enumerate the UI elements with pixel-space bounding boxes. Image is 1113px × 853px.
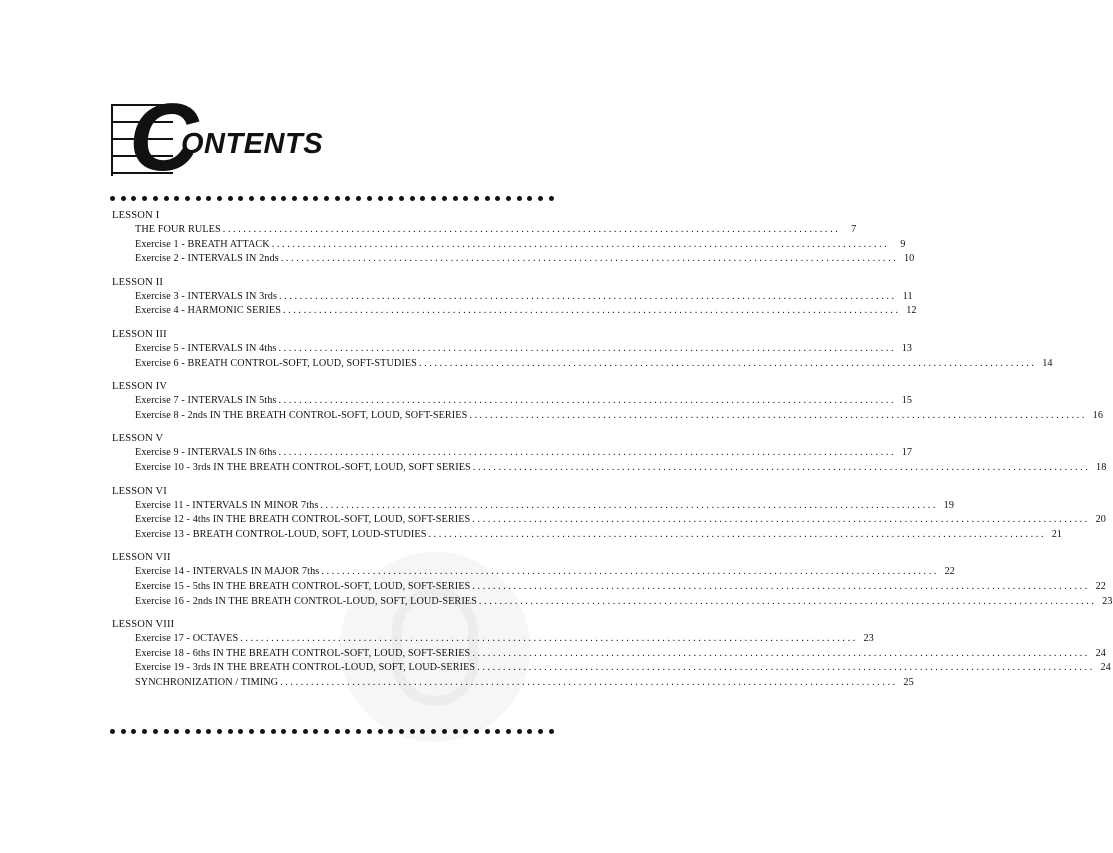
dot-leader: ........................................................................................................................: [279, 290, 897, 302]
toc-entry-page: 24: [1100, 662, 1111, 674]
toc-entry-page: 19: [943, 499, 955, 511]
toc-entry-page: 25: [903, 676, 914, 688]
toc-entry-page: 17: [901, 447, 913, 459]
dot-leader: ........................................................................................................................: [472, 647, 1090, 659]
toc-entry-label: Exercise 11 - INTERVALS IN MINOR 7ths: [135, 499, 319, 511]
toc-entry-label: Exercise 1 - BREATH ATTACK: [135, 238, 270, 250]
dot-leader: ........................................................................................................................: [320, 499, 939, 511]
dot-leader: ........................................................................................................................: [428, 528, 1047, 540]
toc-entry[interactable]: [135, 528, 1063, 543]
toc-entry-page: 10: [903, 253, 915, 265]
toc-entry-label: Exercise 18 - 6ths IN THE BREATH CONTROL-SOFT, LOUD, SOFT-SERIES: [135, 647, 471, 659]
toc-entry[interactable]: [135, 238, 906, 253]
toc-entry-page: 16: [1092, 409, 1104, 421]
toc-entry[interactable]: [135, 290, 913, 305]
toc-entry-label: Exercise 13 - BREATH CONTROL-LOUD, SOFT, LOUD-STUDIES: [135, 528, 427, 540]
toc-entry-page: 20: [1095, 514, 1106, 526]
toc-entry[interactable]: [135, 499, 955, 514]
toc-entry[interactable]: [135, 632, 874, 647]
lesson-section: [112, 485, 1106, 543]
toc-entry-label: Exercise 15 - 5ths IN THE BREATH CONTROL-SOFT, LOUD, SOFT-SERIES: [135, 580, 471, 592]
toc-entry[interactable]: [135, 661, 1111, 676]
toc-entry-label: THE FOUR RULES: [135, 224, 221, 235]
toc-entry[interactable]: [135, 647, 1106, 662]
toc-entry-label: Exercise 4 - HARMONIC SERIES: [135, 305, 281, 317]
title-initial: C: [129, 84, 199, 191]
dot-leader: ........................................................................................................................: [280, 676, 898, 688]
toc-entry-page: 21: [1051, 528, 1063, 540]
toc-entry-label: Exercise 12 - 4ths IN THE BREATH CONTROL-SOFT, LOUD, SOFT-SERIES: [135, 514, 471, 526]
lesson-heading: LESSON II: [112, 276, 164, 288]
lesson-heading: LESSON VII: [112, 552, 171, 564]
toc-entry-label: Exercise 9 - INTERVALS IN 6ths: [135, 447, 277, 459]
dot-leader: ........................................................................................................................: [280, 253, 899, 265]
lesson-section: [112, 276, 917, 319]
toc-entry[interactable]: [135, 513, 1106, 528]
toc-entry-label: Exercise 3 - INTERVALS IN 3rds: [135, 290, 278, 302]
toc-entry[interactable]: [135, 565, 955, 580]
toc-entry-page: 22: [1095, 580, 1106, 592]
lesson-section: [112, 380, 1104, 423]
toc-entry-label: Exercise 10 - 3rds IN THE BREATH CONTROL-SOFT, LOUD, SOFT SERIES: [135, 461, 471, 473]
dot-leader: ........................................................................................................................: [278, 342, 897, 354]
toc-entry[interactable]: [135, 446, 913, 461]
toc-entry-page: 12: [906, 305, 917, 317]
toc-entry-label: Exercise 6 - BREATH CONTROL-SOFT, LOUD, SOFT-STUDIES: [135, 357, 417, 369]
lesson-heading: LESSON VIII: [112, 619, 175, 631]
title-text: ONTENTS: [181, 128, 324, 160]
toc-entry-label: SYNCHRONIZATION / TIMING: [135, 676, 279, 688]
toc-entry-page: 23: [1102, 595, 1113, 607]
toc-entry-page: 24: [1095, 647, 1106, 659]
toc-entry-label: Exercise 5 - INTERVALS IN 4ths: [135, 342, 277, 354]
toc-entry[interactable]: [135, 676, 914, 691]
dot-leader: ........................................................................................................................: [278, 447, 897, 459]
toc-entry[interactable]: [135, 409, 1104, 424]
toc-entry[interactable]: [135, 357, 1053, 372]
toc-entry-label: Exercise 16 - 2nds IN THE BREATH CONTROL-LOUD, SOFT, LOUD-SERIES: [135, 595, 477, 607]
dot-leader: ........................................................................................................................: [478, 595, 1097, 607]
toc-entry-page: 13: [901, 342, 913, 354]
toc-entry[interactable]: [135, 461, 1107, 476]
lesson-section: [112, 209, 915, 267]
contents-title: [111, 84, 371, 191]
toc-entry-page: 7: [851, 224, 857, 235]
dot-leader: ........................................................................................................................: [472, 514, 1090, 526]
dot-leader: ........................................................................................................................: [222, 224, 841, 235]
dot-leader: ........................................................................................................................: [472, 461, 1091, 473]
toc-entry[interactable]: [135, 342, 913, 357]
toc-entry-page: 15: [901, 395, 913, 407]
lesson-section: [112, 432, 1107, 475]
toc-entry[interactable]: [135, 304, 917, 319]
dotted-rule-top: [110, 196, 554, 202]
toc-entry-page: 18: [1096, 461, 1107, 473]
dot-leader: ........................................................................................................................: [278, 395, 897, 407]
dot-leader: ........................................................................................................................: [321, 566, 939, 578]
toc-entry-label: Exercise 14 - INTERVALS IN MAJOR 7ths: [135, 566, 320, 578]
toc-entry-page: 22: [944, 566, 955, 578]
lesson-section: [112, 328, 1053, 371]
dot-leader: ........................................................................................................................: [240, 633, 858, 645]
toc-entry[interactable]: [135, 252, 915, 267]
toc-entry-page: 9: [900, 238, 906, 250]
toc-entry-page: 11: [902, 290, 913, 302]
toc-entry-label: Exercise 7 - INTERVALS IN 5ths: [135, 395, 277, 407]
dot-leader: ........................................................................................................................: [477, 662, 1095, 674]
lesson-heading: LESSON I: [112, 210, 160, 221]
lesson-heading: LESSON IV: [112, 381, 168, 393]
dot-leader: ........................................................................................................................: [418, 357, 1037, 369]
lesson-heading: LESSON VI: [112, 485, 167, 497]
dot-leader: ........................................................................................................................: [472, 580, 1090, 592]
lesson-section: [112, 551, 1113, 609]
toc-entry-page: 23: [863, 633, 874, 645]
toc-entry-label: Exercise 19 - 3rds IN THE BREATH CONTROL-LOUD, SOFT, LOUD-SERIES: [135, 662, 476, 674]
lesson-section: [112, 618, 1111, 690]
dot-leader: ........................................................................................................................: [271, 238, 890, 250]
toc-entry-page: 14: [1042, 357, 1053, 369]
toc-entry[interactable]: [135, 580, 1106, 595]
toc-entry-label: Exercise 17 - OCTAVES: [135, 633, 239, 645]
toc-entry[interactable]: [135, 223, 857, 238]
table-of-contents: [112, 208, 1113, 690]
lesson-heading: LESSON V: [112, 433, 164, 445]
dot-leader: ........................................................................................................................: [282, 305, 901, 317]
toc-entry[interactable]: [135, 595, 1113, 610]
toc-entry[interactable]: [135, 394, 913, 409]
lesson-heading: LESSON III: [112, 328, 167, 340]
dotted-rule-bottom: [110, 729, 554, 735]
toc-entry-label: Exercise 2 - INTERVALS IN 2nds: [135, 253, 279, 265]
toc-entry-label: Exercise 8 - 2nds IN THE BREATH CONTROL-SOFT, LOUD, SOFT-SERIES: [135, 409, 468, 421]
dot-leader: ........................................................................................................................: [469, 409, 1088, 421]
